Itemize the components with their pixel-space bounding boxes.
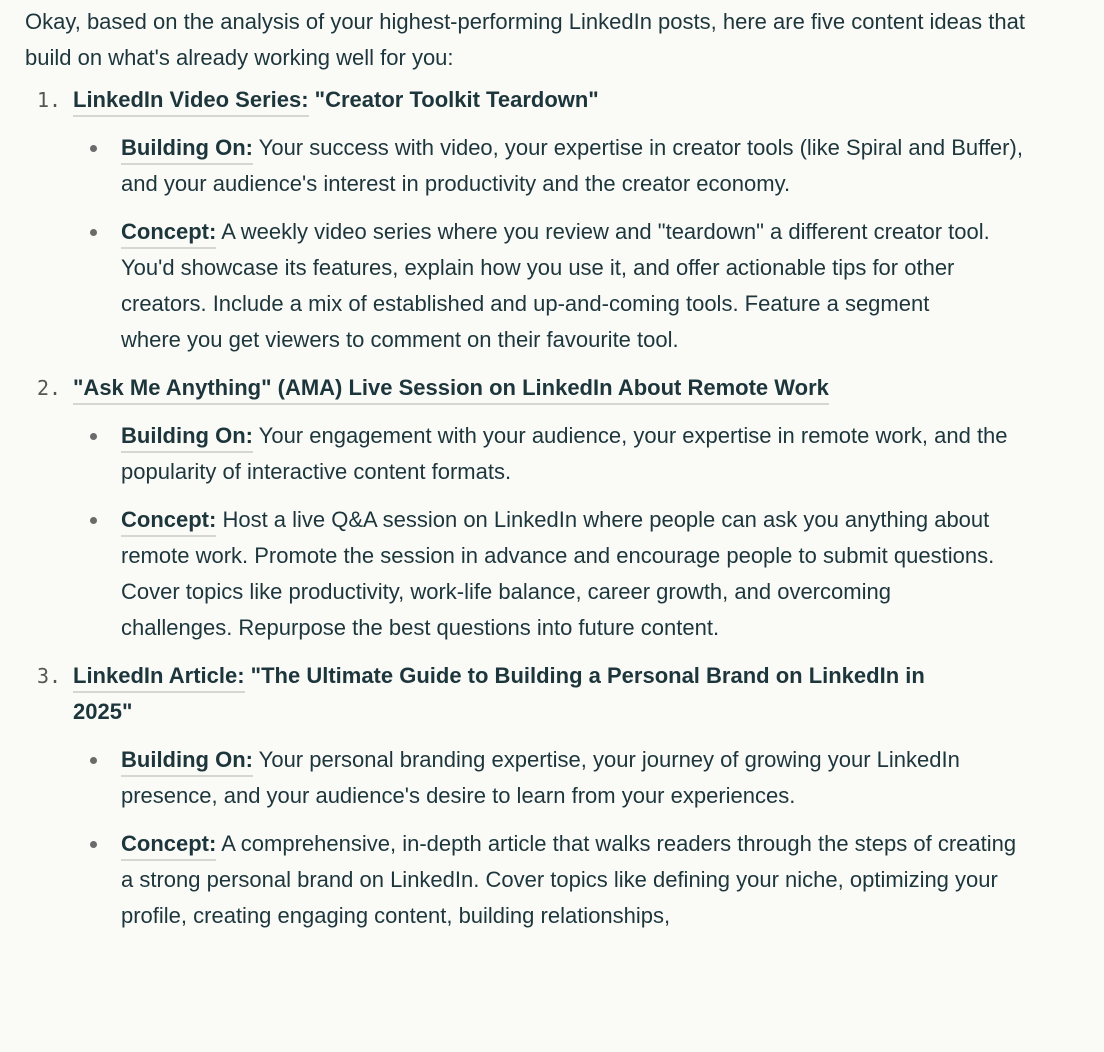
list-number: 3. (37, 664, 62, 688)
concept-text: A comprehensive, in-depth article that walks readers through the steps of creating a strong personal brand on LinkedIn. Cover topics like defining your niche, optimizing your profile, creating engaging content, building relationships, (121, 831, 1017, 928)
building-on-label: Building On: (121, 135, 253, 165)
building-on-label: Building On: (121, 423, 253, 453)
idea-title-link[interactable]: "Ask Me Anything" (AMA) Live Session on LinkedIn About Remote Work (73, 375, 829, 405)
building-on-bullet (73, 742, 1001, 814)
building-on-bullet (73, 130, 1041, 202)
idea-item (25, 370, 1075, 646)
concept-text: Host a live Q&A session on LinkedIn where people can ask you anything about remote work. Promote the session in advance and encourage people to submit questions. Cover topics like productivity, work-life balance, career growth, and overcoming challenges. Repurpose the best questions into future content. (121, 507, 995, 640)
idea-title-rest: "Creator Toolkit Teardown" (308, 87, 599, 112)
idea-title-rest: "The Ultimate Guide to Building a Personal Brand on LinkedIn in 2025" (73, 663, 925, 724)
list-number: 2. (37, 376, 62, 400)
building-on-text: Your success with video, your expertise in creator tools (like Spiral and Buffer), and your audience's interest in productivity and the creator economy. (121, 135, 1023, 196)
building-on-bullet (73, 418, 1041, 490)
building-on-text: Your personal branding expertise, your journey of growing your LinkedIn presence, and your audience's desire to learn from your experiences. (121, 747, 960, 808)
concept-label: Concept: (121, 507, 216, 537)
idea-title (73, 370, 1075, 406)
idea-title-link[interactable]: LinkedIn Video Series: (73, 87, 309, 117)
list-number: 1. (37, 88, 62, 112)
concept-label: Concept: (121, 831, 216, 861)
idea-title-link[interactable]: LinkedIn Article: (73, 663, 245, 693)
building-on-text: Your engagement with your audience, your expertise in remote work, and the popularity of interactive content formats. (121, 423, 1008, 484)
concept-label: Concept: (121, 219, 216, 249)
intro-text: Okay, based on the analysis of your highest-performing LinkedIn posts, here are five content ideas that build on what's already working well for you: (25, 9, 1025, 70)
idea-title (73, 82, 973, 118)
idea-item (25, 658, 1075, 934)
idea-title (73, 658, 978, 730)
concept-text: A weekly video series where you review and "teardown" a different creator tool. You'd showcase its features, explain how you use it, and offer actionable tips for other creators. Include a mix of established and up-and-coming tools. Feature a segment where you get viewers to comment on their favourite tool. (121, 219, 990, 352)
ideas-list (25, 82, 1075, 934)
concept-bullet (73, 502, 1006, 646)
building-on-label: Building On: (121, 747, 253, 777)
concept-bullet (73, 214, 991, 358)
idea-item (25, 82, 1075, 358)
concept-bullet (73, 826, 1031, 934)
